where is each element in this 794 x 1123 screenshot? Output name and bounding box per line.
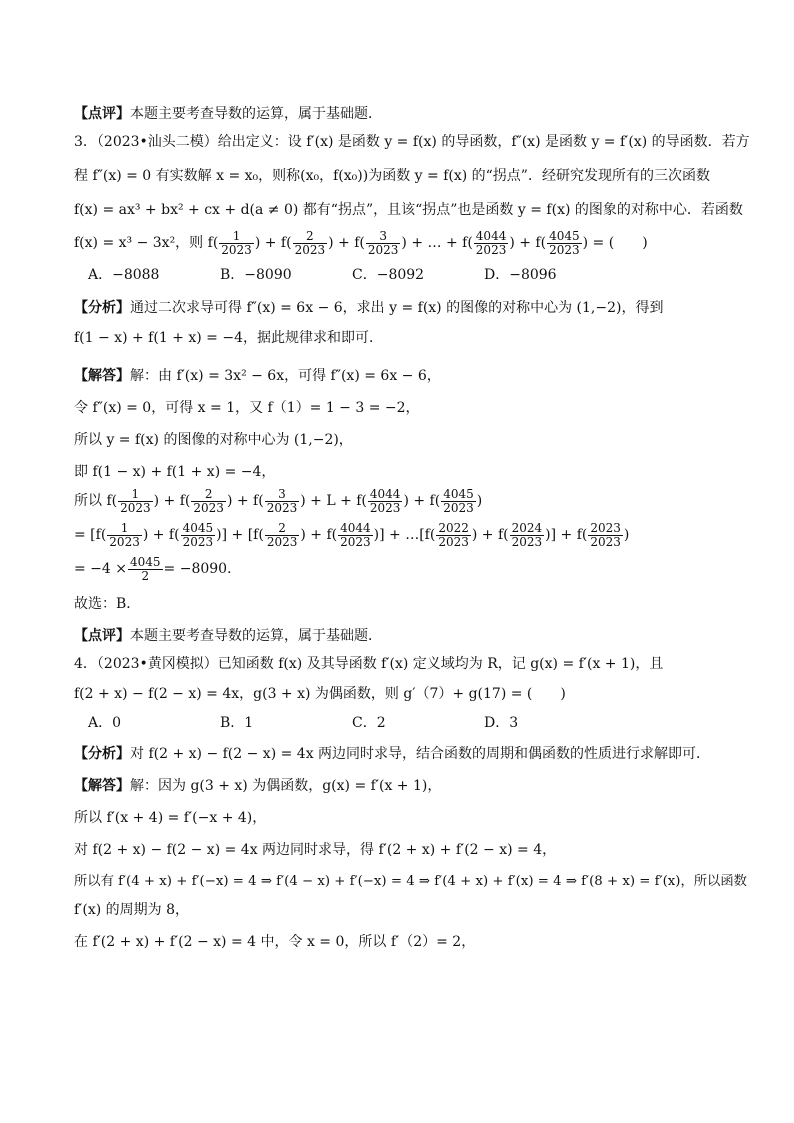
q3-comment-tag: 【点评】 — [74, 628, 130, 644]
q3-answer-6: = [f( $\frac{1}{2023}$ ) + f( $\frac{4045}{2023}$ )] + [f( $\frac{2}{2023}$ ) + f( $\frac{4044}{2023}$ )] + …[f( $\frac{2022}{2023}$ ) + f( $\frac{2024}{2023}$ )] + f( $\frac{2023}{2023}$ ) — [74, 520, 630, 549]
q3-answer-5-pre: 所以 f( — [74, 493, 118, 509]
frac-3-2023: $\frac{3}{2023}$ — [266, 486, 298, 515]
frac-4044-2023: $\frac{4044}{2023}$ — [340, 520, 371, 549]
frac-2024-2023: $\frac{2024}{2023}$ — [511, 520, 543, 549]
q4-option-d: D．3 — [484, 715, 519, 731]
q3-comment — [74, 626, 724, 646]
frac-1-2023: $\frac{1}{2023}$ — [120, 486, 151, 515]
frac-4045-2023: $\frac{4045}{2023}$ — [182, 520, 214, 549]
q3-line-4: f(x) = x³ − 3x²，则 f( $\frac{1}{2023}$ ) + f( $\frac{2}{2023}$ ) + f( $\frac{3}{2023}$ ) + … + f( $\frac{4044}{2023}$ ) + f( $\frac{4045}{2023}$ ) = ( ) — [74, 228, 648, 257]
frac-4044-2023: $\frac{4044}{2023}$ — [475, 228, 507, 257]
frac-4045-2023: $\frac{4045}{2023}$ — [549, 228, 580, 257]
frac-2-2023: $\frac{2}{2023}$ — [266, 520, 298, 549]
q4-line-2: f(2 + x) − f(2 − x) = 4x，g(3 + x) 为偶函数，则 g′（7）+ g(17) = ( ) — [74, 686, 566, 702]
comment-line-top — [74, 104, 724, 124]
q4-analysis-tag: 【分析】 — [74, 746, 130, 762]
question-3 — [74, 132, 750, 646]
q3-answer-3: 所以 y = f(x) 的图像的对称中心为 (1,−2)， — [74, 432, 353, 448]
frac-4044-2023: $\frac{4044}{2023}$ — [369, 486, 401, 515]
q4-answer-2: 所以 f′(x + 4) = f′(−x + 4)， — [74, 810, 267, 826]
q4-answer-3: 对 f(2 + x) − f(2 − x) = 4x 两边同时求导，得 f′(2 + x) + f′(2 − x) = 4， — [74, 842, 557, 858]
q4-answer-tag: 【解答】 — [74, 778, 130, 794]
q3-option-b: B．−8090 — [220, 267, 292, 283]
q3-comment-text: 本题主要考查导数的运算，属于基础题． — [130, 628, 382, 644]
question-4 — [74, 654, 747, 952]
q4-answer-1 — [74, 776, 724, 796]
q4-answer-5: f′(x) 的周期为 8， — [74, 902, 189, 918]
frac-2-2023: $\frac{2}{2023}$ — [193, 486, 224, 515]
q3-answer-6-pre: = [f( — [74, 527, 107, 543]
document-page — [74, 100, 750, 952]
q3-option-c: C．−8092 — [352, 267, 425, 283]
q4-answer-6: 在 f′(2 + x) + f′(2 − x) = 4 中，令 x = 0，所以 f′（2）= 2， — [74, 934, 476, 950]
q4-answer-4: 所以有 f′(4 + x) + f′(−x) = 4 ⇒ f′(4 − x) + f′(−x) = 4 ⇒ f′(4 + x) + f′(x) = 4 ⇒ f′(8 + x) = f′(x)，所以函数 — [74, 874, 747, 889]
frac-4045-2023: $\frac{4045}{2023}$ — [443, 486, 474, 515]
q3-answer-1 — [74, 366, 724, 386]
q3-analysis-text-1: 通过二次求导可得 f″(x) = 6x − 6，求出 y = f(x) 的图像的对称中心为 (1,−2)，得到 — [130, 300, 664, 316]
q3-line-1: 3．（2023•汕头二模）给出定义：设 f′(x) 是函数 y = f(x) 的导函数，f″(x) 是函数 y = f′(x) 的导函数．若方 — [74, 134, 750, 150]
q3-option-d: D．−8096 — [484, 267, 557, 283]
frac-3-2023: $\frac{3}{2023}$ — [367, 228, 399, 257]
frac-1-2023: $\frac{1}{2023}$ — [109, 520, 140, 549]
q3-answer-5: 所以 f( $\frac{1}{2023}$ ) + f( $\frac{2}{2023}$ ) + f( $\frac{3}{2023}$ ) + L + f( $\frac{4044}{2023}$ ) + f( $\frac{4045}{2023}$ ) — [74, 486, 483, 515]
frac-2023-2023: $\frac{2023}{2023}$ — [590, 520, 621, 549]
q3-analysis-1 — [74, 298, 724, 318]
comment-tag: 【点评】 — [74, 106, 130, 122]
q3-answer-text-1: 解：由 f′(x) = 3x² − 6x，可得 f″(x) = 6x − 6， — [130, 368, 441, 384]
q4-line-1: 4．（2023•黄冈模拟）已知函数 f(x) 及其导函数 f′(x) 定义域均为 R，记 g(x) = f′(x + 1)，且 — [74, 656, 664, 672]
q3-answer-7 — [74, 552, 724, 586]
q3-option-a: A．−8088 — [88, 267, 160, 283]
q3-answer-7-post: = −8090． — [163, 561, 242, 577]
frac-2-2023: $\frac{2}{2023}$ — [294, 228, 326, 257]
q4-option-a: A．0 — [88, 715, 122, 731]
q4-answer-text-1: 解：因为 g(3 + x) 为偶函数，g(x) = f′(x + 1)， — [130, 778, 442, 794]
q4-options — [74, 712, 724, 734]
frac-2022-2023: $\frac{2022}{2023}$ — [438, 520, 469, 549]
q3-answer-2: 令 f″(x) = 0，可得 x = 1，又 f（1）= 1 − 3 = −2， — [74, 400, 420, 416]
q3-choose: 故选：B． — [74, 596, 141, 612]
q3-analysis-2: f(1 − x) + f(1 + x) = −4，据此规律求和即可． — [74, 330, 383, 346]
q3-options — [74, 264, 724, 286]
q3-answer-7-pre: = −4 × — [74, 561, 127, 577]
frac-1-2023: $\frac{1}{2023}$ — [221, 228, 252, 257]
q3-line-4-pre: f(x) = x³ − 3x²，则 f( — [74, 235, 219, 251]
q4-option-b: B．1 — [220, 715, 254, 731]
q3-line-3: f(x) = ax³ + bx² + cx + d(a ≠ 0) 都有“拐点”，且该“拐点”也是函数 y = f(x) 的图象的对称中心．若函数 — [74, 202, 743, 218]
frac-4045-2: $\frac{4045}{2}$ — [130, 554, 161, 583]
q3-analysis-tag: 【分析】 — [74, 300, 130, 316]
q4-analysis-text: 对 f(2 + x) − f(2 − x) = 4x 两边同时求导，结合函数的周期和偶函数的性质进行求解即可． — [130, 746, 711, 762]
comment-text: 本题主要考查导数的运算，属于基础题． — [130, 106, 382, 122]
q3-answer-tag: 【解答】 — [74, 368, 130, 384]
q3-line-2: 程 f″(x) = 0 有实数解 x = x₀，则称(x₀，f(x₀))为函数 y = f(x) 的“拐点”．经研究发现所有的三次函数 — [74, 168, 710, 184]
q4-option-c: C．2 — [352, 715, 386, 731]
q3-answer-4: 即 f(1 − x) + f(1 + x) = −4， — [74, 464, 276, 480]
q4-analysis — [74, 744, 724, 764]
q3-line-4-tail: ) = ( ) — [582, 235, 648, 251]
